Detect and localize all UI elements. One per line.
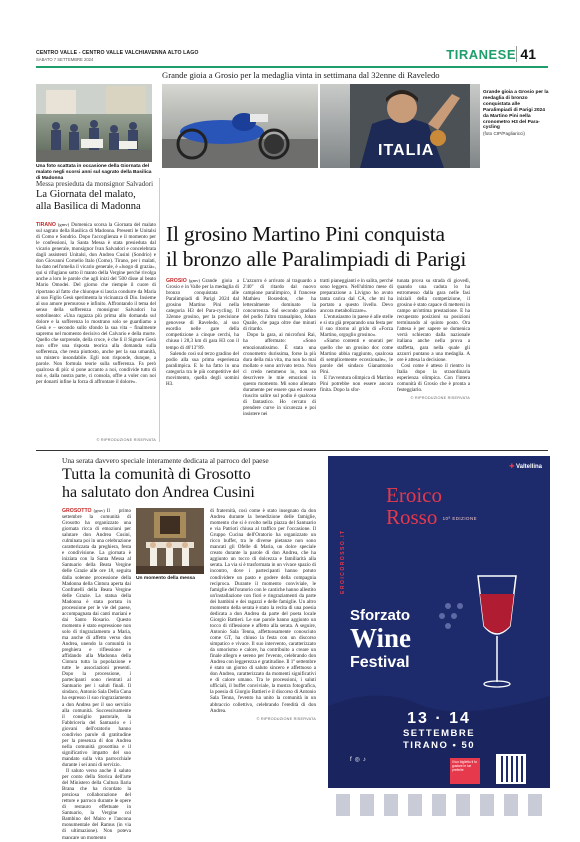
pini-col-1: [166, 278, 239, 438]
cusini-date: (gmv): [93, 508, 105, 513]
cusini-place: GROSOTTO: [62, 508, 92, 514]
malato-body: [36, 222, 156, 434]
eroico-rosso-ad: [328, 456, 550, 822]
ad-brand-label: Valtellina: [515, 464, 542, 470]
pini-text-i: tunata prova su strada di giovedì, quando una caduta lo ha estromesso dalla gara nelle fasi iniziali della competizione, il grosino è stato capace di mettersi in campo un'ottima prestazione. E ha recuperato posizioni su posizioni terminando al quinto posto. Ora l'attesa è per sapere se domenica verrà schierato dalla nazionale italiana anche nella prova a staffetta, gara nella quale gli azzurri puntano a una medaglia. A ore è attesa la decisione.: [397, 278, 470, 363]
header-date: SABATO 7 SETTEMBRE 2024: [36, 57, 94, 62]
pini-text-d: Dopo la gara, ai microfoni Rai, ha affermato: «Sono emozionatissimo. È stata una cronometro durissima, forse la più dura della mia vita, ma non ho mai mollato e sono arrivato terzo. Non ci credo nemmeno io, non so descrivere le mie emozioni in questo momento. Mi sono allenato duramente per essere qua ed essere riuscito salire sul podio è qualcosa di fantastico. Ho cercato di prendere curve in sicurezza e poi insistere nei: [243, 332, 316, 418]
header-edition: CENTRO VALLE - CENTRO VALLE VALCHIAVENNA ALTO LAGO: [36, 50, 199, 56]
sponsor-strip: [328, 788, 550, 822]
malato-photo-caption: Una foto scattata in occasione della Giornata del malato negli scorsi anni sul sagrato della Basilica di Madonna: [36, 164, 152, 181]
ad-wine: Wine: [350, 623, 412, 653]
pini-headline: [166, 222, 550, 272]
pini-text-e: tratti pianeggianti e in salita, perché sono leggero. Nell'ultimo mese di preparazione a Livigno ho avuto tanta carica dal CA, che mi ha portato a questo livello. Devo ancora metabolizzare».: [320, 278, 393, 315]
pini-text-b: Salendo così sul terzo gradino del podio alla sua prima esperienza paralimpica. E lo ha fatto in una categoria tra le più competitive del movimento, quella degli uomini H3.: [166, 350, 239, 387]
pini-text-f: L'entusiasmo in paese è alle stelle e si sta già preparando una festa per il suo ritorno al grido di «Forza Martino, orgoglio grosino».: [320, 314, 393, 339]
cusini-headline-line2: ha salutato don Andrea Cusini: [62, 484, 255, 501]
ad-sforzato: Sforzato: [350, 607, 410, 624]
malato-repro: © RIPRODUZIONE RISERVATA: [96, 438, 156, 442]
malato-date: (gmv): [57, 222, 70, 227]
athlete-caption-credit: (foto CIP/Pagliaricci): [483, 131, 525, 137]
cyclist-photo: [162, 84, 318, 168]
athlete-photo-caption: [483, 90, 549, 137]
malato-place: TIRANO: [36, 222, 56, 228]
page-header: [36, 46, 536, 66]
pini-date: (gmv): [188, 278, 200, 283]
instagram-icon[interactable]: ◎: [354, 757, 363, 763]
cusini-col-3: [210, 508, 316, 824]
ad-place: TIRANO • 50: [402, 740, 476, 751]
pini-text-g: «Siamo contenti e onorati per quello che un grosino doc come Martino abbia raggiunto, qualcosa di semplicemente eccezionale», le parole del sindaco Gianantonio Pini.: [320, 338, 393, 375]
pini-text-a: Grande gioia a Grosio e in Valle per la medaglia di bronzo conquistata alle Paralimpiadi di Parigi 2024 dal grosino Martino Pini nella categoria H3 del Para-cycling. Il 32enne grosino, per la precisione genovese di Raveledo, al suo esordio nelle gare della competizione a cinque cerchi, ha chiuso i 28,3 km di gara H3 con il tempo di 46'13"89.: [166, 278, 239, 351]
pini-col-4: [397, 278, 470, 438]
cusini-text-a: Il primo settembre la comunità di Grosotto ha organizzato una giornata ricca di emozioni per salutare don Andrea Cusini, culminata poi in una celebrazione caratterizzata da preghiera, festa e condivisione. La giornata è iniziata con la Santa Messa al Santuario della Beata Vergine delle Grazie alle ore 18, seguita dalla solenne processione della Madonna della Cintura aperta dai Confratelli della Beata Vergine delle Grazie. La statua della Madonna è stata portata in processione per le vie del paese, accompagnata dai canti mariani e dai Santo Rosario. Questo momento è stato espressione non solo di ringraziamento a Maria, ma anche di affetto verso don Andrea, unendo la comunità in preghiera e riflessione e affidando alla Madonna della Cintura tutta la popolazione e tutte le associazioni presenti. Dopo la processione, i partecipanti sono rientrati al Santuario per i saluti finali. Il sindaco, Antonio Sala Della Cuna ha espresso il suo ringraziamento a don Andrea per il suo servizio alla comunità. Successivamente il consiglio pastorale, la Fabbriceria del Santuario e i giovani dell'oratorio hanno condiviso parole di gratitudine per la presenza di don Andrea nella comunità grosottina e il significativo impatto del suo mandato sulla vita parrocchiale durante i sei anni di servizio.: [62, 508, 131, 768]
cusini-col-1: [62, 508, 131, 841]
tiktok-icon[interactable]: ♪: [362, 757, 369, 763]
mass-photo-caption: Un momento della messa: [136, 576, 195, 581]
malato-text: Domenica scorsa la Giornata del malato sul sagrato della Basilica di Madonna. Presenti le Unitalsi di Como e Sondrio. Dopo l'accoglienza e il momento per le confessioni, la Santa Messa è stata presieduta dal vicario generale, monsignor Ivan Salvadori e concelebrata dagli assistenti Unitalsi, don Andrea Cusini (Sondrio) e don Giovanni Cornelio Italo (Como). Tirano, per i malati, ha dato nell'omelia il vicario generale, è «luogo di grazia», qui si rifugiano sotto il manto della Vergine perché rivolga anche a loro le parole che agli inizi del '500 disse al beato Mario Omodei. Del giorno che riempie il cuore di riportano al fatto che chiunque si lascia condurre da Maria al suo Figlio Gesù sperimenta la vicinanza di Dio. Insieme al suo amore premuroso e infinito. Affrontando il tema del senso della sofferenza monsignor Salvadori ha sottolineato: «Una ragazza più prima allo domanda sul dolore e la sofferenza lo mostrano solo se guardiamo a Gesù e – secondo sullo sfondo la sua vita – finalmente sapremo nel momento decisivo del Calvario e della morte. Quello che sorprende, della croce, è che lì il Signore Gesù non offre una risposta teorica alla domanda sulla sofferenza, che resta piuttosto, anche per la sua umanità, un mistero insondabile. Egli non risponde, dunque, a parole. Non formula teorie sulla sofferenza. Fa però qualcosa di più: si pone accanto a noi, condivide tutto di noi e, dalla nostra parte, ci consola, offre a voler con noi per donarti infine la forza di affrontare il dolore».: [36, 222, 156, 386]
malato-kicker: Messa presieduta da monsignor Salvadori: [36, 180, 154, 188]
ad-subtitle: [350, 608, 411, 671]
pini-col-3: [320, 278, 393, 438]
section-title: TIRANESE: [446, 47, 516, 62]
social-icons: [350, 756, 369, 763]
malato-photo: [36, 84, 152, 162]
pini-repro: © RIPRODUZIONE RISERVATA: [410, 395, 470, 400]
valtellina-icon: ✚: [509, 464, 516, 470]
malato-headline: [36, 189, 161, 213]
malato-headline-line1: La Giornata del malato,: [36, 189, 136, 200]
pini-headline-line2: il bronzo alle Paralimpiadi di Parigi: [166, 247, 467, 271]
page-number: 41: [516, 46, 536, 62]
ad-vertical-url: EROICOROSSO.IT: [340, 529, 346, 594]
ad-edition: 10ª EDIZIONE: [442, 516, 478, 522]
procession-illustration: [36, 84, 152, 162]
cusini-kicker: Una serata davvero speciale interamente dedicata al parroco del paese: [62, 456, 269, 465]
ad-badge-text: Il tuo biglietto ti fa gustare le tue preferite: [452, 760, 477, 772]
ad-title-line1: Eroico: [386, 483, 442, 507]
ad-dates: 13 · 14: [407, 710, 471, 727]
pini-text-j: Così come è atteso il rientro in Italia dopo la straordinaria esperienza olimpica. Con l'intera comunità di Grosio che è pronta a festeggiarlo.: [397, 362, 470, 393]
athlete-caption-text: Grande gioia a Grosio per la medaglia di bronzo conquistata alle Paralimpiadi di Parigi 2024 da Martino Pini nella cronometro H3 del Para-cycling: [483, 90, 549, 131]
pini-headline-line1: Il grosino Martino Pini conquista: [166, 222, 445, 246]
ad-festival: Festival: [350, 654, 410, 671]
pini-place: GROSIO: [166, 278, 187, 284]
mass-illustration: [136, 508, 204, 574]
cusini-text-b: Il saluto verso anche il saluto per conto della Storica dell'arte del Ministero della Cultura Ilaria Brana che ha ricordato la preziosa collaborazione del rettore e parroco durante le opere di restauro effettuate in Santuario, la Vergine col Bambino del Mairo e l'ancona monumentale del Ramus (in via di ultimazione). Non poteva mancare un momento: [62, 768, 131, 841]
athlete-photo: [320, 84, 480, 168]
ad-title-rosso: Rosso: [386, 505, 438, 529]
jersey-text: ITALIA: [378, 142, 435, 159]
malato-headline-line2: alla Basilica di Madonna: [36, 201, 141, 212]
top-kicker: Grande gioia a Grosio per la medaglia vinta in settimana dal 32enne di Raveledo: [162, 70, 440, 80]
handbike-illustration: [162, 84, 318, 168]
qr-code-icon[interactable]: [498, 756, 524, 782]
pini-text-c: L'azzurro è arrivato al traguardo a 2'40" di ritardo dal nuovo campione paralimpico, il francese Mathieu Bosredon, che ha letteralmente dominato la concorrenza. Sul secondo gradino del podio l'altro transalpino, Johan Quaile, che paga oltre due minuti di ritardo.: [243, 278, 316, 333]
ad-badge: [450, 758, 480, 784]
pini-text-h: E l'avventura olimpica di Martino Pini potrebbe non essere ancora finita. Dopo la sfor-: [320, 374, 393, 393]
cusini-repro: © RIPRODUZIONE RISERVATA: [256, 716, 316, 721]
facebook-icon[interactable]: f: [350, 757, 355, 763]
pini-col-2: [243, 278, 316, 438]
ad-month: SETTEMBRE: [402, 728, 476, 739]
cusini-text-c: di fraternità, così come è stato insegnato da don Andrea durante la benedizione delle famiglie, momento che si è svolto nella piazza del Santuario e via Patrioti chiusa al traffico per l'occasione. Il Gruppo Cucina dell'Oratorio ha organizzato un ricco buffet, tra le diverse pietanze non sono mancati gli Ofelle di Maria, un dolce speciale creato durante la parole di don Andrea, che ha aggiunto un tocco di dolcezza e familiarità alla serata. La via si è trasformata in un vivace spazio di incontro, dove i partecipanti hanno potuto condividere un pasto e godere della compagnia reciproca. Durante il momento conviviale, le famiglie dell'oratorio con le cantiche hanno allestito un'installazione con fiori e ringraziamenti da parte dei bambini e dei ragazzi e delle famiglie. Un altro momento della serata è stato la recita di una poesia dedicata a don Andrea da parte del poeta locale Giorgio Battieri. Le sue parole hanno aggiunto un tocco di riflessione e affetto alla serata. A seguire, Antonio Sala Tenna, affettuosamente conosciuto come GT, ha chiuso la festa con un discorso simpatico e vivace. Il suo intervento, caratterizzato da umorismo e calore, ha contribuito a creare un finale allegro e sereno per l'evento, celebrando don Andrea con leggerezza e gratitudine. Il 1º settembre è stato un giorno di saluto sincero e affettuoso a don Andrea, caratterizzato da momenti significativi e di calore umano. Tra le processioni, i saluti ufficiali, il buffet conviviale, la mostra fotografica, la poesia di Giorgio Battieri e il discorso di Antonio Sala Tenna, l'evento ha unito la comunità in un abbraccio collettivo, celebrando l'eredità di don Andrea.: [210, 508, 316, 714]
cusini-headline-line1: Tutta la comunità di Grosotto: [62, 466, 251, 483]
cusini-headline: [62, 466, 342, 502]
mass-photo: [136, 508, 204, 574]
